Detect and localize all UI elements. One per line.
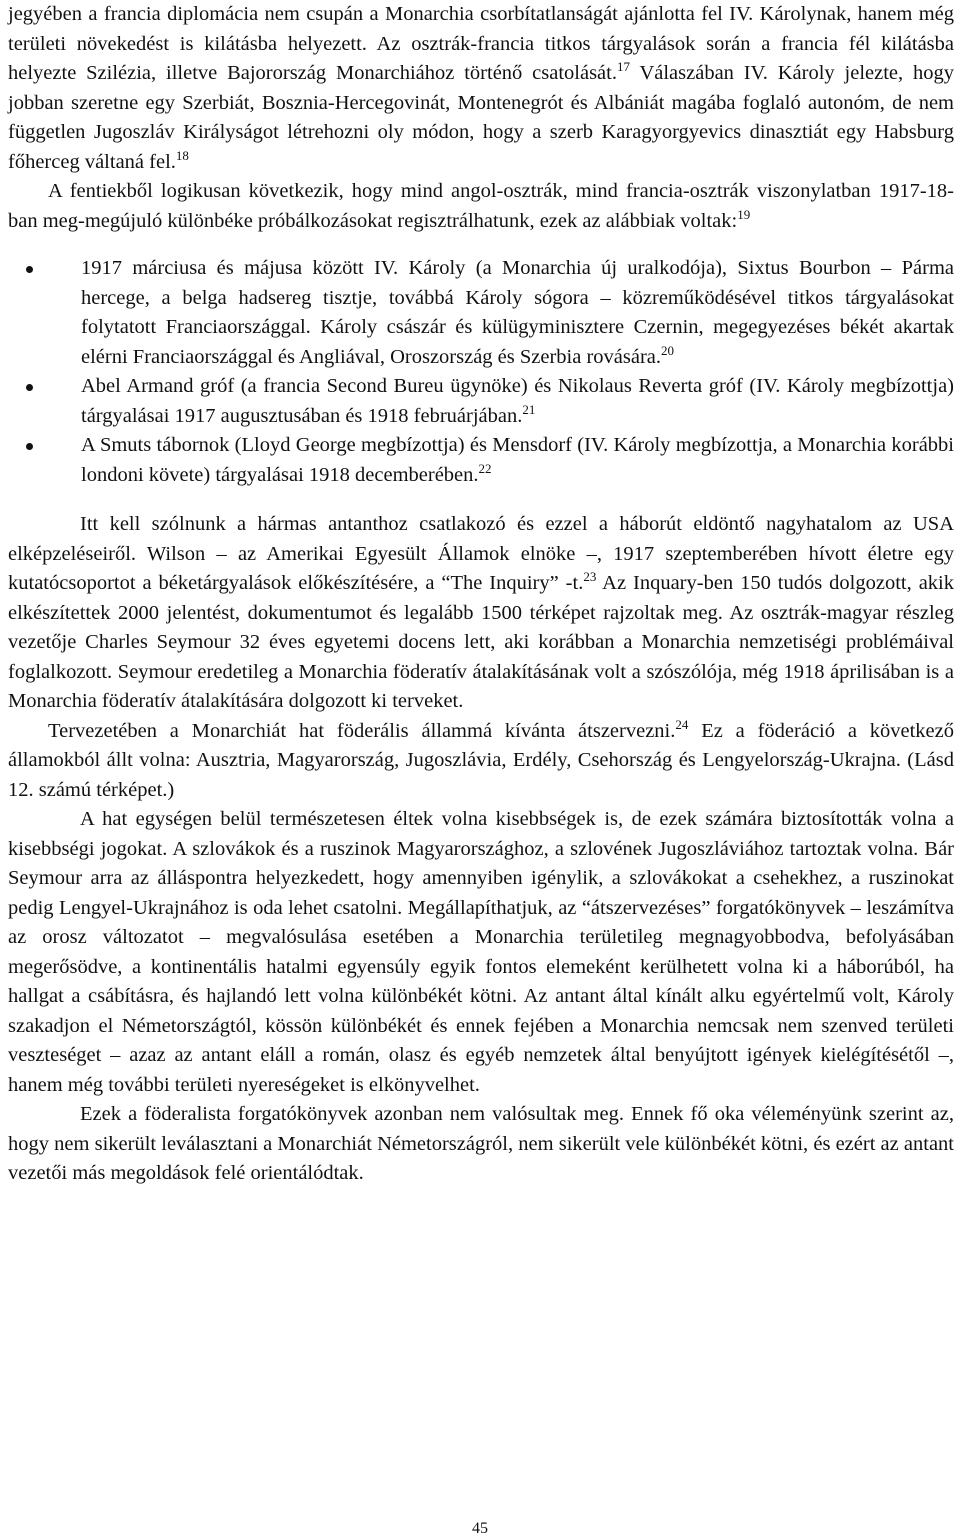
bullet-text bbox=[81, 372, 954, 431]
text-segment: Itt kell szólnunk a hármas antanthoz csatlakozó és ezzel a háborút eldöntő nagyhatalom az USA elképzeléseiről. Wilson – az Amerikai Egyesült Államok elnöke –, 1917 szeptemberében hívott életre egy kutatócsoportot a béketárgyalások előkészítésére, a “The Inquiry” -t. bbox=[8, 513, 954, 594]
text-segment: Az Inquary-ben 150 tudós dolgozott, akik elkészítettek 2000 jelentést, dokumentumot és legalább 1500 térképet rajzoltak meg. Az osztrák-magyar részleg vezetője Charles Seymour 32 éves egyetemi docens lett, aki korábban a Monarchia nemzetiségi problémáival foglalkozott. Seymour eredetileg a Monarchia föderatív átalakításának volt a szószólója, még 1918 áprilisában is a Monarchia föderatív átalakítására dolgozott ki terveket. bbox=[8, 572, 954, 712]
bottom-paragraphs bbox=[8, 510, 954, 1189]
bullet-text bbox=[81, 254, 954, 372]
text-segment: A fentiekből logikusan következik, hogy mind angol-osztrák, mind francia-osztrák viszonylatban 1917-18-ban meg-megújuló különbéke próbálkozásokat regisztrálhatunk, ezek az alábbiak voltak: bbox=[8, 180, 954, 232]
paragraph bbox=[8, 1100, 954, 1189]
footnote-ref: 20 bbox=[661, 342, 675, 358]
text-segment: Abel Armand gróf (a francia Second Bureu ügynöke) és Nikolaus Reverta gróf (IV. Károly megbízottja) tárgyalásai 1917 augusztusában és 1918 februárjában. bbox=[81, 375, 954, 427]
page-number: 45 bbox=[472, 1520, 488, 1537]
footnote-ref: 24 bbox=[675, 716, 689, 732]
text-segment: Ez a föderáció a következő államokból állt volna: Ausztria, Magyarország, Jugoszlávia, Erdély, Csehország és Lengyelország-Ukrajna. (Lásd 12. számú térképet.) bbox=[8, 719, 954, 801]
bullet-dot-icon bbox=[26, 266, 33, 273]
text-segment: A Smuts tábornok (Lloyd George megbízottja) és Mensdorf (IV. Károly megbízottja, a Monarchia korábbi londoni követe) tárgyalásai 1918 decemberében. bbox=[81, 434, 954, 486]
top-paragraphs bbox=[8, 0, 954, 236]
document-page bbox=[8, 0, 954, 1189]
paragraph bbox=[8, 177, 954, 236]
text-segment: 1917 márciusa és májusa között IV. Károly (a Monarchia új uralkodója), Sixtus Bourbon – Párma hercege, a belga hadsereg tisztje, továbbá Károly sógora – közreműködésével titkos tárgyalásokat folytatott Franciaországgal. Károly császár és külügyminisztere Czernin, megegyezéses békét akartak elérni Franciaországgal és Angliával, Oroszország és Szerbia rovására. bbox=[81, 257, 954, 368]
bullet-dot-icon bbox=[26, 443, 33, 450]
text-segment: Válaszában IV. Károly jelezte, hogy jobban szeretne egy Szerbiát, Bosznia-Hercegovinát, Montenegrót és Albániát magába foglaló autonóm, de nem független Jugoszláv Királyságot létrehozni oly módon, hogy a szerb Karagyorgyevics dinasztiát egy Habsburg főherceg váltaná fel. bbox=[8, 62, 954, 173]
bullet-list bbox=[8, 254, 954, 490]
footnote-ref: 21 bbox=[522, 401, 536, 417]
footnote-ref: 18 bbox=[175, 147, 189, 163]
bullet-item bbox=[8, 372, 954, 431]
footnote-ref: 22 bbox=[478, 460, 492, 476]
footnote-ref: 23 bbox=[583, 569, 597, 585]
bullet-text bbox=[81, 431, 954, 490]
bullet-item bbox=[8, 254, 954, 372]
paragraph bbox=[8, 805, 954, 1100]
bullet-item bbox=[8, 431, 954, 490]
text-segment: jegyében a francia diplomácia nem csupán a Monarchia csorbítatlanságát ajánlotta fel IV. Károlynak, hanem még területi növekedést is kilátásba helyezett. Az osztrák-francia titkos tárgyalások során a francia fél kilátásba helyezte Szilézia, illetve Bajorország Monarchiához történő csatolását. bbox=[8, 3, 954, 84]
paragraph bbox=[8, 717, 954, 806]
bullet-dot-icon bbox=[26, 384, 33, 391]
footnote-ref: 19 bbox=[737, 206, 751, 222]
text-segment: Ezek a föderalista forgatókönyvek azonban nem valósultak meg. Ennek fő oka véleményünk szerint az, hogy nem sikerült leválasztani a Monarchiát Németországról, nem sikerült vele különbékét kötni, és ezért az antant vezetői más megoldások felé orientálódtak. bbox=[8, 1103, 954, 1184]
paragraph bbox=[8, 0, 954, 177]
footnote-ref: 17 bbox=[616, 59, 630, 75]
paragraph bbox=[8, 510, 954, 717]
text-segment: Tervezetében a Monarchiát hat föderális állammá kívánta átszervezni. bbox=[48, 719, 676, 742]
text-segment: A hat egységen belül természetesen éltek volna kisebbségek is, de ezek számára biztosították volna a kisebbségi jogokat. A szlovákok és a ruszinok Magyarországhoz, a szlovének Jugoszláviához tartoztak volna. Bár Seymour arra az álláspontra helyezkedett, hogy amennyiben igénylik, a szlovákokat a csehekhez, a ruszinokat pedig Lengyel-Ukrajnához is oda lehet csatolni. Megállapíthatjuk, az “átszervezéses” forgatókönyvek – leszámítva az orosz változatot – megvalósulása esetében a Monarchia területileg megnagyobbodva, befolyásában megerősödve, a kontinentális hatalmi egyensúly egyik fontos elemeként kerülhetett volna ki a háborúból, ha hallgat a csábításra, és hajlandó lett volna különbékét kötni. Az antant által kínált alku egyértelmű volt, Károly szakadjon el Németországtól, kössön különbékét és ennek fejében a Monarchia nemcsak nem szenved területi veszteséget – azaz az antant eláll a román, olasz és egyéb nemzetek által benyújtott igények kielégítésétől –, hanem még további területi nyereségeket is elkönyvelhet. bbox=[8, 808, 954, 1096]
